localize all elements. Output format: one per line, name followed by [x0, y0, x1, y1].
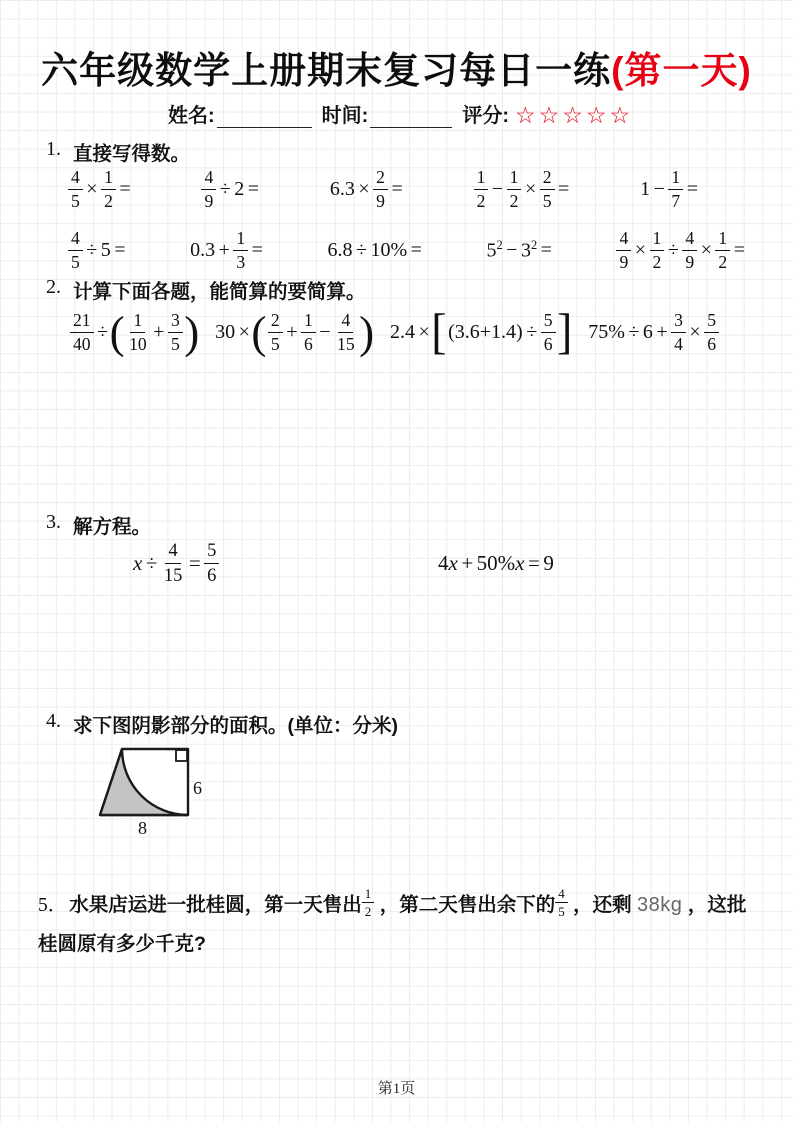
equation: x ÷ $\frac{4}{15}$ = $\frac{5}{6}$	[133, 541, 219, 586]
question-5-body: 水果店运进一批桂圆，第一天售出 $\frac{1}{2}$ ，第二天售出余下的 $\frac{4}{5}$ ，还剩 38kg ，这批桂圆原有多少千克?	[38, 885, 747, 955]
right-angle-mark	[176, 750, 187, 761]
figure-base-label: 8	[138, 818, 147, 838]
meta-line	[168, 99, 633, 128]
question-3-number: 3.	[46, 511, 61, 533]
question-4-prompt: 求下图阴影部分的面积。(单位：分米)	[73, 715, 398, 737]
expression: $\frac{1}{2}$ − $\frac{1}{2}$ × $\frac{2}{5}$ =	[474, 168, 570, 211]
expression: 2.4 × [ (3.6+1.4) ÷ $\frac{5}{6}$ ]	[390, 304, 573, 360]
expression: 30 × ( $\frac{2}{5}$ + $\frac{1}{6}$ − $\frac{4}{15}$ )	[215, 306, 375, 358]
name-blank	[217, 105, 312, 128]
rating-stars: ☆☆☆☆☆	[515, 102, 634, 128]
time-blank	[370, 105, 452, 128]
page-number: 第1页	[377, 1081, 416, 1097]
q3-equation-1-wrap	[133, 537, 219, 589]
expression: 1 − $\frac{1}{7}$ =	[640, 166, 698, 211]
q1-expression-row-2	[68, 222, 745, 278]
expression: 0.3 + $\frac{1}{3}$ =	[190, 227, 263, 272]
figure-height-label: 6	[193, 778, 202, 798]
time-label: 时间:	[321, 105, 369, 127]
expression: $\frac{4}{5}$ ÷ 5 =	[68, 229, 126, 272]
question-5-text	[38, 886, 762, 963]
expression: 6.3 × $\frac{2}{9}$ =	[329, 166, 403, 211]
title-highlight: (第一天)	[611, 50, 752, 91]
score-label: 评分:	[462, 105, 510, 127]
expression: $\frac{21}{40}$ ÷ ( $\frac{1}{10}$ + $\frac{3}{5}$ )	[70, 311, 197, 354]
question-1-prompt: 直接写得数。	[73, 143, 191, 165]
question-4-number: 4.	[46, 710, 61, 732]
question-3-header	[46, 511, 151, 539]
expression: $5^2$ − $3^2$ =	[486, 237, 552, 262]
expression: $\frac{4}{5}$ × $\frac{1}{2}$ =	[68, 168, 131, 211]
expression: $\frac{4}{9}$ ÷ 2 =	[201, 168, 259, 211]
q1-expression-row-1	[68, 160, 698, 218]
question-3-prompt: 解方程。	[73, 516, 152, 538]
expression: $\frac{4}{9}$ × $\frac{1}{2}$ ÷ $\frac{4}{9}$ × $\frac{1}{2}$ =	[616, 229, 745, 272]
question-2-prompt: 计算下面各题，能简算的要简算。	[73, 281, 366, 303]
q2-expression-row	[70, 298, 719, 366]
expression: 6.8 ÷ 10% =	[327, 238, 422, 261]
title-main: 六年级数学上册期末复习每日一练	[41, 50, 612, 91]
equation: 4x + 50%x = 9	[438, 550, 554, 575]
q3-equation-2-wrap	[438, 537, 554, 589]
name-label: 姓名:	[168, 105, 215, 127]
q4-figure-wrap	[96, 746, 211, 843]
question-1-number: 1.	[46, 138, 61, 160]
question-5-number: 5．	[38, 895, 68, 916]
expression: 75% ÷ 6 + $\frac{3}{4}$ × $\frac{5}{6}$	[588, 311, 719, 354]
question-2-number: 2.	[46, 276, 61, 298]
page-title	[0, 40, 793, 94]
question-4-header	[46, 710, 398, 738]
shaded-area-figure	[96, 746, 211, 838]
